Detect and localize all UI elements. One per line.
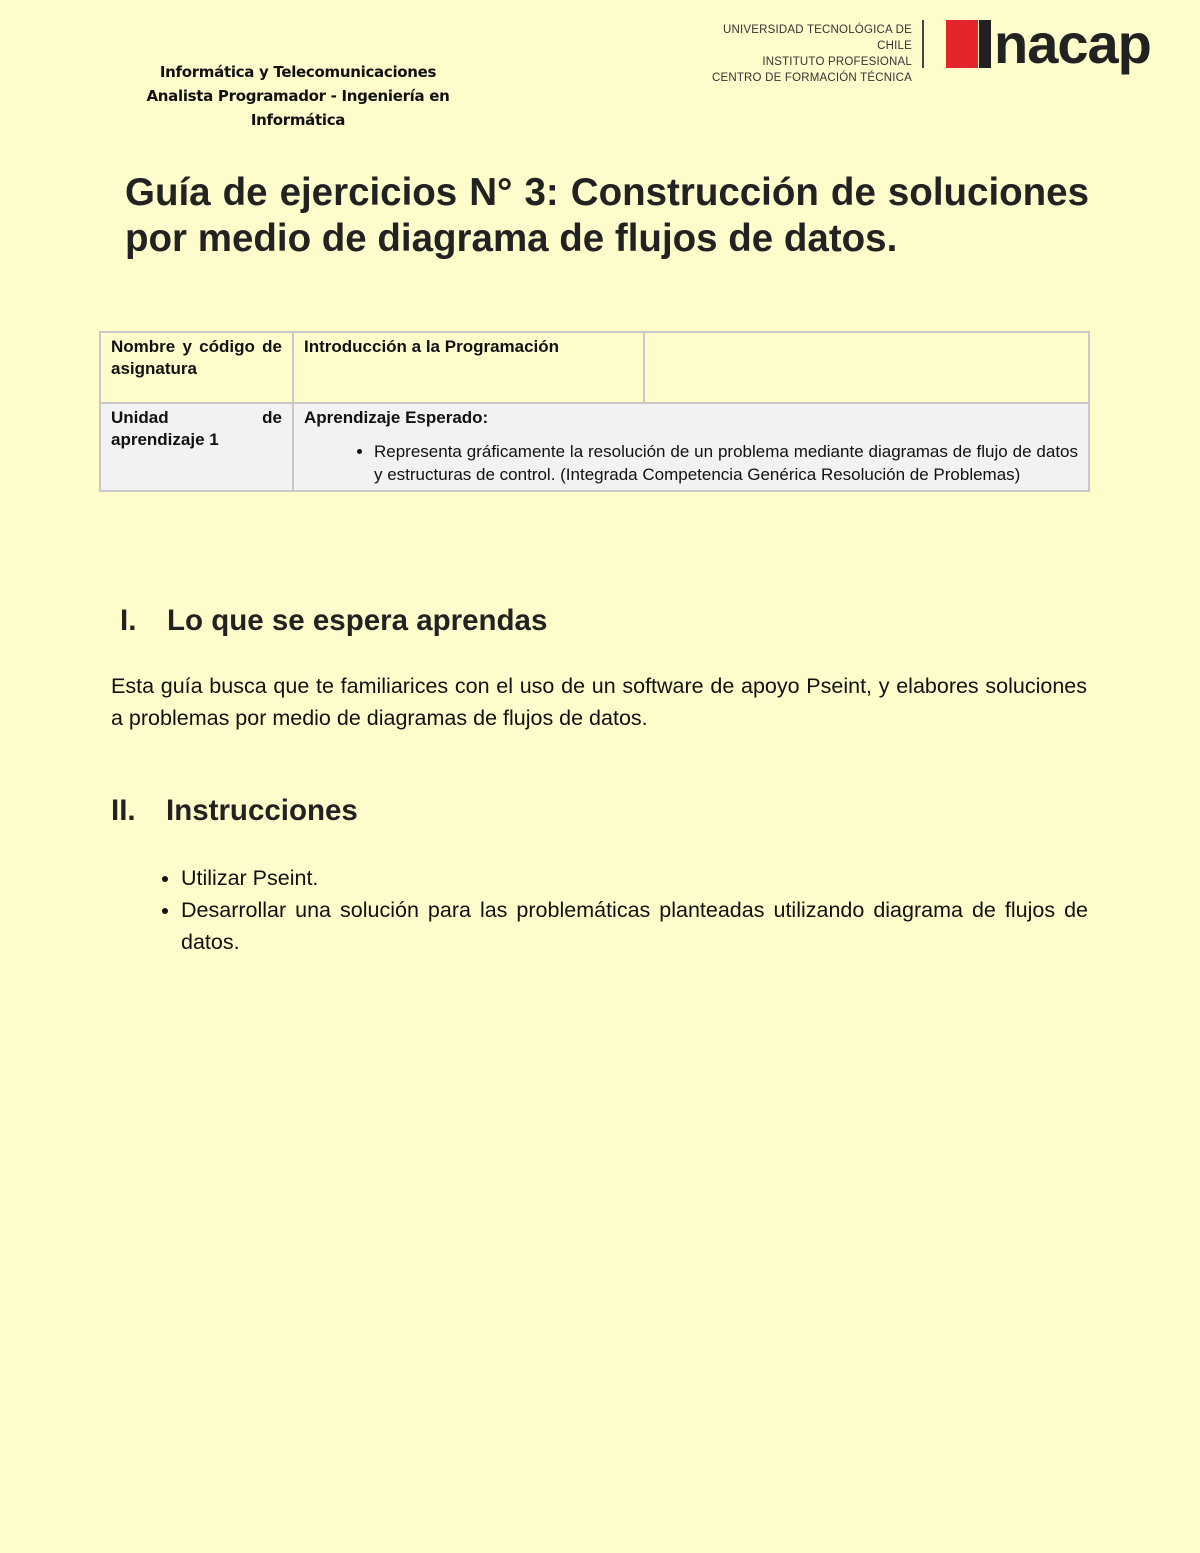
subject-value-cell xyxy=(293,332,644,403)
header-line-1: Informática y Telecomunicaciones xyxy=(159,63,437,81)
unit-label-word: Unidad xyxy=(111,408,169,427)
subject-label-cell xyxy=(100,332,293,403)
institution-line: CENTRO DE FORMACIÓN TÉCNICA xyxy=(711,72,912,84)
unit-label-cell xyxy=(100,403,293,491)
unit-label-top xyxy=(111,407,282,429)
list-item: • Utilizar Pseint. xyxy=(181,862,1088,894)
header-department xyxy=(103,60,493,132)
section-heading-1 xyxy=(120,604,547,638)
expected-learning-heading: Aprendizaje Esperado: xyxy=(304,408,489,427)
subject-extra-cell xyxy=(644,332,1089,403)
inacap-logo xyxy=(944,12,1164,80)
section-number: I. xyxy=(120,604,137,637)
page-title: Guía de ejercicios N° 3: Construcción de soluciones por medio de diagrama de flujos de datos. xyxy=(125,171,1089,260)
table-row xyxy=(100,403,1089,491)
course-info-table xyxy=(99,331,1090,492)
institution-line: UNIVERSIDAD TECNOLÓGICA DE CHILE xyxy=(722,24,912,52)
header-line-2: Analista Programador - Ingeniería en Informática xyxy=(146,87,450,129)
expected-learning-cell xyxy=(293,403,1089,491)
subject-label: Nombre y código de asignatura xyxy=(111,337,282,378)
list-item: • Desarrollar una solución para las problemáticas planteadas utilizando diagrama de flujos de datos. xyxy=(181,894,1088,958)
unit-label-bottom: aprendizaje 1 xyxy=(111,430,219,449)
institution-lines xyxy=(690,22,912,86)
subject-value: Introducción a la Programación xyxy=(304,337,560,356)
section-heading-2 xyxy=(111,794,358,828)
section-number: II. xyxy=(111,794,136,827)
unit-label-prep: de xyxy=(262,408,282,427)
section-title: Lo que se espera aprendas xyxy=(167,604,548,637)
expected-learning-list xyxy=(304,441,1078,486)
section-1-paragraph: Esta guía busca que te familiarices con el uso de un software de apoyo Pseint, y elabores soluciones a problemas por medio de diagramas de flujos de datos. xyxy=(111,674,1087,730)
logo-wordmark: nacap xyxy=(994,12,1151,75)
table-row xyxy=(100,332,1089,403)
header-divider xyxy=(922,20,924,68)
institution-line: INSTITUTO PROFESIONAL xyxy=(762,56,912,68)
instructions-list xyxy=(111,862,1088,958)
section-title: Instrucciones xyxy=(166,794,358,827)
list-item: • Representa gráficamente la resolución de un problema mediante diagramas de flujo de datos y estructuras de control. (Integrada Competencia Genérica Resolución de Problemas) xyxy=(374,441,1078,486)
